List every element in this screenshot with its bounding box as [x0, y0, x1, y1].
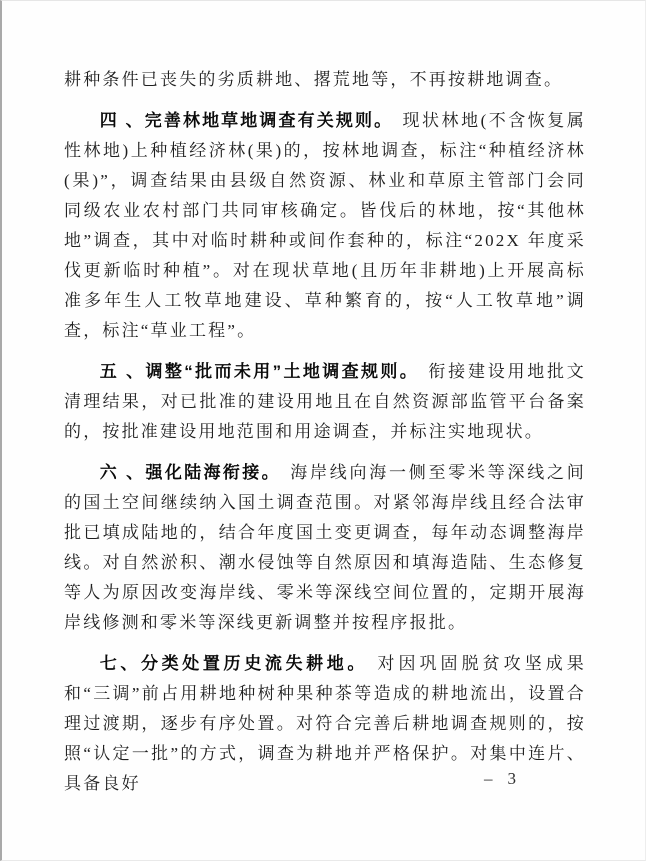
- section-heading: 四 、完善林地草地调查有关规则。: [99, 111, 394, 130]
- document-body: [64, 65, 586, 799]
- section-heading: 六 、强化陆海衔接。: [99, 463, 281, 482]
- page-number: [484, 769, 516, 789]
- section-heading: 五 、调整“批而未用”土地调查规则。: [99, 362, 420, 381]
- paragraph-text: 耕种条件已丧失的劣质耕地、撂荒地等，不再按耕地调查。: [64, 70, 564, 89]
- page-number-dash: –: [484, 769, 493, 788]
- page-number-value: 3: [507, 769, 516, 788]
- paragraph-text: 衔接建设用地批文清理结果，对已批准的建设用地且在自然资源部监管平台备案的，按批准建设用地范围和用途调查，并标注实地现状。: [64, 362, 586, 441]
- paragraph-text: 对因巩固脱贫攻坚成果和“三调”前占用耕地种树种果种茶等造成的耕地流出，设置合理过渡期，逐步有序处置。对符合完善后耕地调查规则的，按照“认定一批”的方式，调查为耕地并严格保护。对集中连片、具备良好: [64, 654, 586, 793]
- paragraph: [64, 65, 586, 95]
- section-heading: 七、分类处置历史流失耕地。: [99, 654, 369, 673]
- paragraph: [64, 357, 586, 447]
- paragraph-text: 现状林地(不含恢复属性林地)上种植经济林(果)的，按林地调查，标注“种植经济林(果)”，调查结果由县级自然资源、林业和草原主管部门会同同级农业农村部门共同审核确定。皆伐后的林地，按“其他林地”调查，其中对临时耕种或间作套种的，标注“202X 年度采伐更新临时种植”。对在现状草地(且历年非耕地)上开展高标准多年生人工牧草地建设、草种繁育的，按“人工牧草地”调查，标注“草业工程”。: [64, 111, 586, 340]
- paragraph: [64, 106, 586, 346]
- paragraph: [64, 458, 586, 638]
- paragraph-text: 海岸线向海一侧至零米等深线之间的国土空间继续纳入国土调查范围。对紧邻海岸线且经合法审批已填成陆地的，结合年度国土变更调查，每年动态调整海岸线。对自然淤积、潮水侵蚀等自然原因和填海造陆、生态修复等人为原因改变海岸线、零米等深线空间位置的，定期开展海岸线修测和零米等深线更新调整并按程序报批。: [64, 463, 587, 632]
